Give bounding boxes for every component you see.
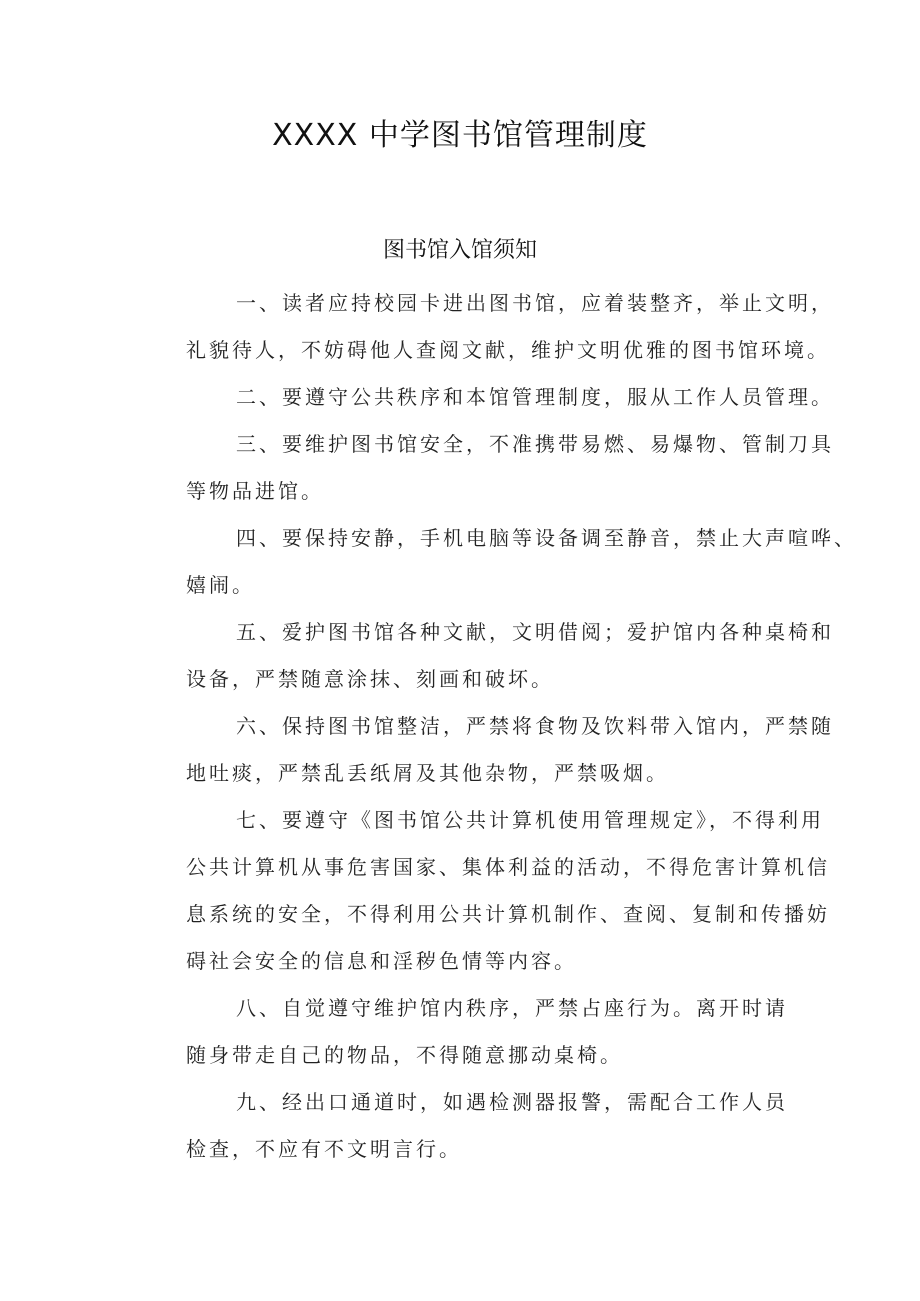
paragraph-line: 七、要遵守《图书馆公共计算机使用管理规定》，不得利用	[236, 808, 824, 832]
paragraph-line: 五、爱护图书馆各种文献，文明借阅；爱护馆内各种桌椅和	[236, 620, 834, 644]
paragraph-line: 礼貌待人，不妨碍他人查阅文献，维护文明优雅的图书馆环境。	[186, 338, 830, 362]
section-title: 图书馆入馆须知	[382, 238, 537, 263]
paragraph-line: 二、要遵守公共秩序和本馆管理制度，服从工作人员管理。	[236, 385, 834, 409]
paragraph-line: 一、读者应持校园卡进出图书馆，应着装整齐，举止文明，	[236, 291, 834, 315]
paragraph-line: 四、要保持安静，手机电脑等设备调至静音，禁止大声喧哗、	[236, 526, 857, 550]
paragraph-line: 碍社会安全的信息和淫秽色情等内容。	[186, 949, 577, 973]
paragraph-line: 三、要维护图书馆安全，不准携带易燃、易爆物、管制刀具	[236, 432, 834, 456]
paragraph-3	[136, 421, 834, 515]
paragraph-6	[136, 703, 834, 797]
paragraph-line: 地吐痰，严禁乱丢纸屑及其他杂物，严禁吸烟。	[186, 761, 669, 785]
paragraph-line: 随身带走自己的物品，不得随意挪动桌椅。	[186, 1043, 623, 1067]
paragraph-9	[136, 1079, 796, 1173]
paragraph-line: 九、经出口通道时，如遇检测器报警，需配合工作人员	[236, 1090, 788, 1114]
paragraph-4	[136, 515, 857, 609]
paragraph-line: 检查，不应有不文明言行。	[186, 1137, 462, 1161]
paragraph-5	[136, 609, 834, 703]
paragraph-line: 公共计算机从事危害国家、集体利益的活动，不得危害计算机信	[186, 855, 830, 879]
paragraph-line: 六、保持图书馆整洁，严禁将食物及饮料带入馆内，严禁随	[236, 714, 834, 738]
paragraph-line: 息系统的安全，不得利用公共计算机制作、查阅、复制和传播妨	[186, 902, 830, 926]
document-body	[136, 280, 857, 1173]
paragraph-line: 设备，严禁随意涂抹、刻画和破坏。	[186, 667, 554, 691]
paragraph-1	[136, 280, 834, 374]
paragraph-7	[136, 797, 830, 985]
paragraph-line: 八、自觉遵守维护馆内秩序，严禁占座行为。离开时请	[236, 996, 788, 1020]
paragraph-line: 等物品进馆。	[186, 479, 324, 503]
paragraph-2	[136, 374, 834, 421]
paragraph-line: 嬉闹。	[186, 573, 255, 597]
paragraph-8	[136, 985, 796, 1079]
document-title: XXXX 中学图书馆管理制度	[272, 118, 648, 153]
